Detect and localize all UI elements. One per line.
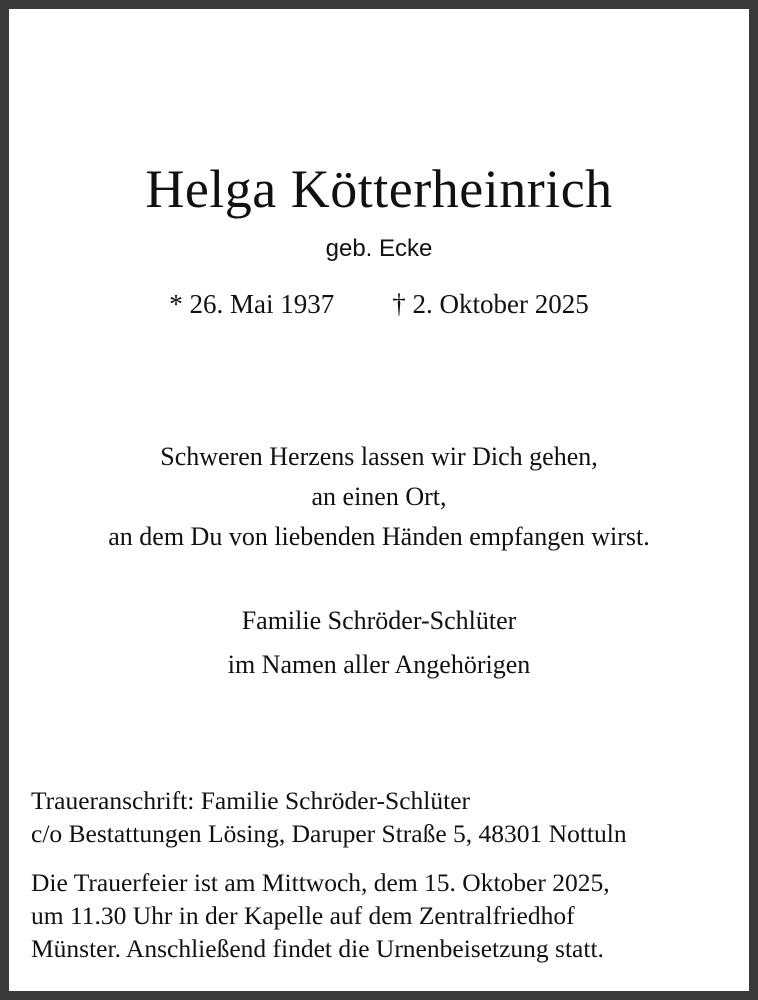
life-dates: [9, 287, 749, 321]
maiden-name: geb. Ecke: [325, 235, 433, 262]
address-line: c/o Bestattungen Lösing, Daruper Straße 5, 48301 Nottuln: [31, 819, 627, 848]
verse-line: an einen Ort,: [311, 482, 447, 511]
signers: [9, 599, 749, 687]
signer-relatives: im Namen aller Angehörigen: [227, 650, 531, 679]
verse-line: Schweren Herzens lassen wir Dich gehen,: [160, 442, 598, 471]
death-date: † 2. Oktober 2025: [392, 289, 589, 319]
ceremony-line: um 11.30 Uhr in der Kapelle auf dem Zentralfriedhof: [31, 901, 575, 930]
ceremony-line: Die Trauerfeier ist am Mittwoch, dem 15. Oktober 2025,: [31, 868, 610, 897]
signer-family: Familie Schröder-Schlüter: [241, 606, 517, 635]
deceased-name: Helga Kötterheinrich: [145, 159, 613, 219]
memorial-verse: [9, 437, 749, 557]
funeral-ceremony-info: [31, 866, 743, 965]
address-line: Traueranschrift: Familie Schröder-Schlüter: [31, 786, 471, 815]
mourning-address: [31, 784, 743, 850]
ceremony-line: Münster. Anschließend findet die Urnenbeisetzung statt.: [31, 934, 604, 963]
verse-line: an dem Du von liebenden Händen empfangen wirst.: [108, 522, 650, 551]
birth-date: * 26. Mai 1937: [169, 289, 335, 319]
